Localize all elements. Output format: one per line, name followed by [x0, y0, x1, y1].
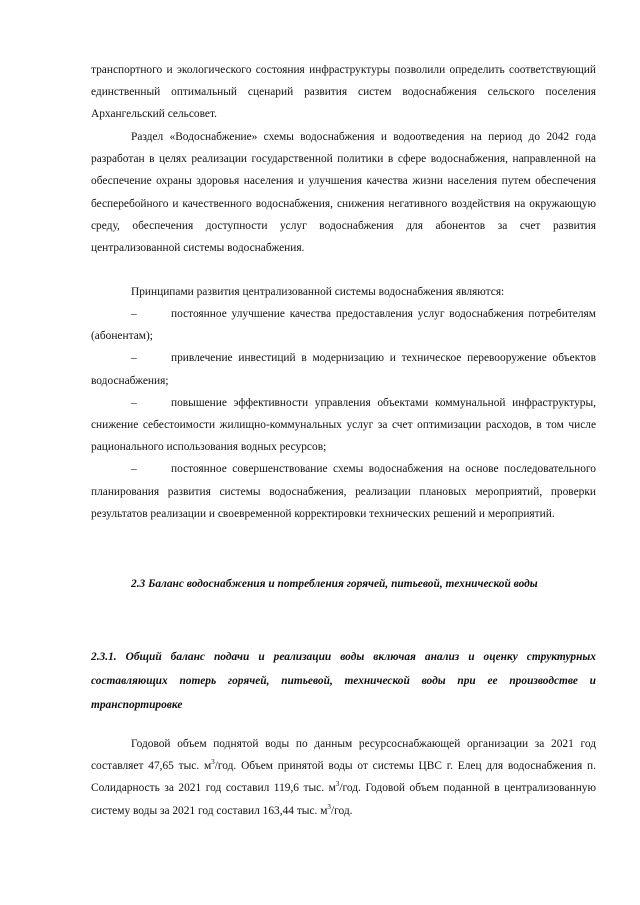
- list-item-text: постоянное улучшение качества предоставления услуг водоснабжения потребителям (абонентам);: [91, 308, 596, 343]
- paragraph-text: Принципами развития централизованной системы водоснабжения являются:: [131, 286, 505, 298]
- paragraph-text: [91, 733, 596, 822]
- paragraph-principles-lead: [91, 281, 596, 303]
- list-item-text: привлечение инвестиций в модернизацию и техническое перевооружение объектов водоснабжения;: [91, 352, 596, 387]
- list-item: [91, 303, 596, 347]
- paragraph-text: транспортного и экологического состояния инфраструктуры позволили определить соответствующий единственный оптимальный сценарий развития систем водоснабжения сельского поселения Архангельский сельсовет.: [91, 64, 596, 121]
- principles-list: [91, 303, 596, 525]
- list-item: [91, 392, 596, 459]
- paragraph-intro-continuation: [91, 59, 596, 126]
- paragraph-water-volume: [91, 733, 596, 822]
- superscript: 3: [335, 780, 340, 789]
- text-segment: /год. Годовой объем поданной в централизованную систему воды за 2021 год составил 163,44 тыс. м: [91, 782, 596, 817]
- list-item: [91, 458, 596, 525]
- paragraph-section-purpose: [91, 126, 596, 259]
- list-item-text: повышение эффективности управления объектами коммунальной инфраструктуры, снижение себестоимости жилищно-коммунальных услуг за счет оптимизации расходов, в том числе рационального использования водных ресурсов;: [91, 396, 596, 454]
- dash-marker: –: [131, 352, 137, 365]
- paragraph-text: Раздел «Водоснабжение» схемы водоснабжения и водоотведения на период до 2042 года разработан в целях реализации государственной политики в сфере водоснабжения, направленной на обеспечение охраны здоровья населения и улучшения качества жизни населения путем обеспечения бесперебойного и качественного водоснабжения, снижения негативного воздействия на окружающую среду, обеспечения доступности услуг водоснабжения для абонентов за счет развития централизованной системы водоснабжения.: [91, 131, 596, 255]
- dash-marker: –: [131, 308, 137, 320]
- subsection-heading: 2.3.1. Общий баланс подачи и реализации воды включая анализ и оценку структурных составляющих потерь горячей, питьевой, технической воды при ее производстве и транспортировке: [91, 651, 596, 711]
- superscript: 3: [211, 758, 215, 767]
- section-heading-2-3: [91, 572, 596, 596]
- superscript: 3: [327, 802, 331, 811]
- text-segment: /год. Объем принятой воды от системы ЦВС г. Елец для водоснабжения п. Солидарность за 2021 год составил 119,6 тыс. м: [91, 760, 596, 795]
- subsection-heading-2-3-1: [91, 645, 596, 717]
- section-heading: 2.3 Баланс водоснабжения и потребления горячей, питьевой, технической воды: [131, 578, 538, 590]
- text-segment: Годовой объем поднятой воды по данным ресурсоснабжающей организации за 2021 год составляет 47,65 тыс. м: [91, 738, 596, 773]
- list-item-text: постоянное совершенствование схемы водоснабжения на основе последовательного планирования развития системы водоснабжения, реализации плановых мероприятий, проверки результатов реализации и своевременной корректировки технических решений и мероприятий.: [91, 463, 596, 520]
- list-item: [91, 347, 596, 391]
- dash-marker: –: [131, 396, 137, 409]
- dash-marker: –: [131, 463, 137, 476]
- text-segment: /год.: [330, 804, 353, 817]
